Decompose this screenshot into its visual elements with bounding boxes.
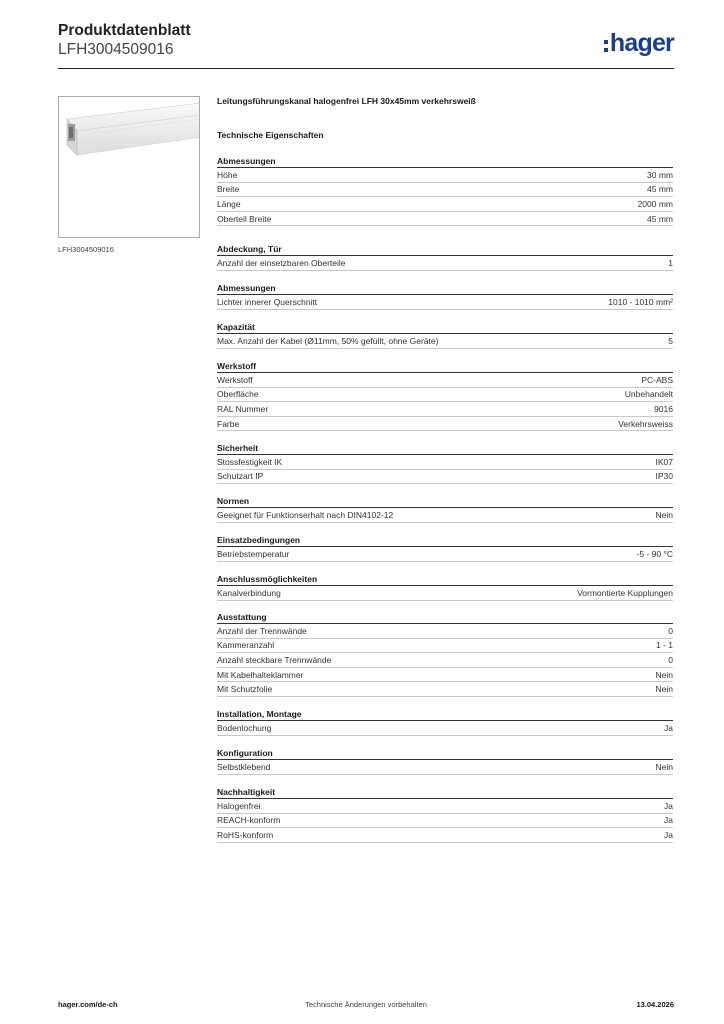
spec-label: Kanalverbindung	[217, 587, 281, 598]
spec-label: Lichter innerer Querschnitt	[217, 296, 318, 307]
spec-label: Breite	[217, 184, 240, 195]
spec-label: Mit Kabelhalteklammer	[217, 669, 304, 680]
spec-label: Betriebstemperatur	[217, 548, 290, 559]
spec-row	[217, 388, 673, 403]
document-title: Produktdatenblatt	[58, 22, 191, 39]
spec-label: Max. Anzahl der Kabel (Ø11mm, 50% gefüllt, ohne Geräte)	[217, 335, 439, 346]
spec-section-title: Konfiguration	[217, 746, 673, 760]
spec-row	[217, 653, 673, 668]
spec-row	[217, 334, 673, 349]
spec-section	[217, 533, 673, 562]
spec-value: 1 - 1	[655, 640, 673, 651]
spec-value: Nein	[655, 509, 673, 520]
spec-value: 45 mm	[647, 184, 673, 195]
spec-row	[217, 455, 673, 470]
spec-label: Werkstoff	[217, 374, 253, 385]
spec-label: Anzahl steckbare Trennwände	[217, 654, 332, 665]
spec-value: 1010 - 1010 mm²	[608, 296, 673, 307]
spec-value: 0	[668, 625, 673, 636]
cable-duct-image-icon	[59, 97, 200, 238]
hager-logo	[604, 28, 674, 56]
spec-row	[217, 256, 673, 271]
spec-section	[217, 359, 673, 431]
image-caption: LFH3004509016	[58, 245, 114, 254]
spec-value: Nein	[655, 669, 673, 680]
logo-dots-icon	[604, 40, 608, 52]
spec-section-title: Abdeckung, Tür	[217, 242, 673, 256]
spec-section-title: Abmessungen	[217, 154, 673, 168]
spec-section	[217, 320, 673, 349]
spec-label: RAL Nummer	[217, 403, 269, 414]
spec-row	[217, 508, 673, 523]
technical-properties-heading: Technische Eigenschaften	[217, 130, 324, 140]
spec-label: Anzahl der Trennwände	[217, 625, 307, 636]
spec-section-title: Nachhaltigkeit	[217, 785, 673, 799]
spec-row	[217, 814, 673, 829]
spec-section	[217, 242, 673, 271]
spec-value: Ja	[664, 722, 673, 733]
spec-section-title: Sicherheit	[217, 441, 673, 455]
spec-value: Vormontierte Kupplungen	[577, 587, 673, 598]
spec-label: Geeignet für Funktionserhalt nach DIN4102-12	[217, 509, 394, 520]
spec-label: Schutzart IP	[217, 471, 264, 482]
spec-row	[217, 799, 673, 814]
spec-value: IK07	[655, 456, 673, 467]
spec-row	[217, 417, 673, 432]
spec-section-title: Kapazität	[217, 320, 673, 334]
spec-section-title: Werkstoff	[217, 359, 673, 373]
spec-label: Mit Schutzfolie	[217, 684, 273, 695]
spec-row	[217, 668, 673, 683]
spec-value: 2000 mm	[637, 198, 673, 209]
spec-value: Nein	[655, 684, 673, 695]
spec-section	[217, 785, 673, 843]
spec-row	[217, 197, 673, 212]
spec-label: Bodenlochung	[217, 722, 272, 733]
spec-label: REACH-konform	[217, 815, 281, 826]
spec-value: Ja	[664, 829, 673, 840]
spec-section-title: Einsatzbedingungen	[217, 533, 673, 547]
spec-value: Verkehrsweiss	[618, 418, 673, 429]
spec-section	[217, 441, 673, 484]
spec-value: 45 mm	[647, 213, 673, 224]
spec-value: 5	[668, 335, 673, 346]
spec-value: Ja	[664, 815, 673, 826]
spec-value: Unbehandelt	[624, 389, 673, 400]
spec-label: Kammeranzahl	[217, 640, 275, 651]
spec-label: Oberteil Breite	[217, 213, 272, 224]
spec-label: RoHS-konform	[217, 829, 274, 840]
header-divider	[58, 68, 674, 69]
spec-section-title: Anschlussmöglichkeiten	[217, 572, 673, 586]
footer-date: 13.04.2026	[636, 1000, 674, 1009]
spec-row	[217, 624, 673, 639]
footer-note: Technische Änderungen vorbehalten	[305, 1000, 427, 1009]
spec-value: 1	[668, 257, 673, 268]
spec-row	[217, 373, 673, 388]
spec-value: -5 - 90 °C	[636, 548, 673, 559]
page-header	[58, 22, 674, 62]
footer-website-link[interactable]: hager.com/de-ch	[58, 1000, 118, 1009]
spec-section	[217, 494, 673, 523]
spec-value: PC-ABS	[641, 374, 673, 385]
spec-section	[217, 610, 673, 697]
spec-section-title: Ausstattung	[217, 610, 673, 624]
spec-row	[217, 470, 673, 485]
spec-label: Stossfestigkeit IK	[217, 456, 283, 467]
spec-row	[217, 168, 673, 183]
spec-value: 30 mm	[647, 169, 673, 180]
spec-label: Farbe	[217, 418, 240, 429]
spec-label: Anzahl der einsetzbaren Oberteile	[217, 257, 346, 268]
spec-label: Selbstklebend	[217, 761, 271, 772]
spec-label: Halogenfrei	[217, 800, 261, 811]
spec-row	[217, 828, 673, 843]
spec-row	[217, 586, 673, 601]
spec-section	[217, 746, 673, 775]
spec-row	[217, 547, 673, 562]
spec-section-title: Normen	[217, 494, 673, 508]
spec-row	[217, 721, 673, 736]
spec-section	[217, 154, 673, 226]
spec-row	[217, 212, 673, 227]
document-subtitle: LFH3004509016	[58, 41, 174, 58]
spec-row	[217, 760, 673, 775]
spec-label: Höhe	[217, 169, 238, 180]
spec-row	[217, 402, 673, 417]
spec-value: 0	[668, 654, 673, 665]
logo-text: hager	[609, 29, 674, 57]
spec-section	[217, 281, 673, 310]
spec-row	[217, 682, 673, 697]
spec-value: IP30	[655, 471, 673, 482]
page-footer	[58, 1000, 674, 1012]
spec-section	[217, 572, 673, 601]
spec-section-title: Abmessungen	[217, 281, 673, 295]
product-image	[58, 96, 200, 238]
spec-section	[217, 707, 673, 736]
spec-label: Oberfläche	[217, 389, 259, 400]
product-name: Leitungsführungskanal halogenfrei LFH 30x45mm verkehrsweiß	[217, 96, 476, 106]
spec-section-title: Installation, Montage	[217, 707, 673, 721]
spec-row	[217, 639, 673, 654]
spec-value: Ja	[664, 800, 673, 811]
spec-label: Länge	[217, 198, 241, 209]
spec-row	[217, 183, 673, 198]
spec-value: 9016	[654, 403, 673, 414]
spec-row	[217, 295, 673, 310]
spec-value: Nein	[655, 761, 673, 772]
